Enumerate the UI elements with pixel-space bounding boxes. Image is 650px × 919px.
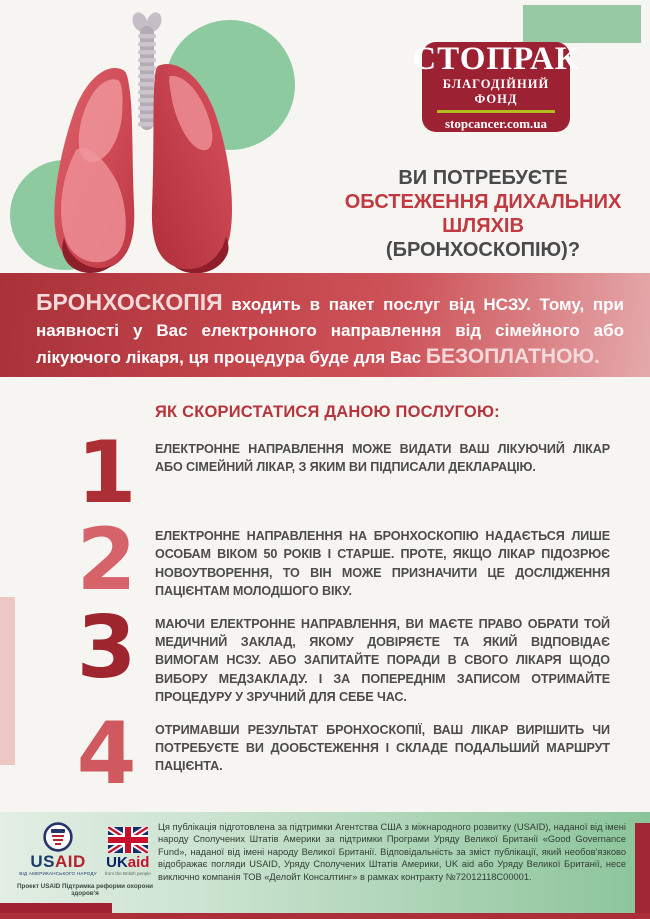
logo-subtitle: БЛАГОДІЙНИЙ ФОНД xyxy=(442,77,550,106)
footer xyxy=(0,812,650,919)
banner-highlight-end: БЕЗОПЛАТНОЮ. xyxy=(425,345,600,368)
logo-website: stopcancer.com.ua xyxy=(444,116,548,131)
usaid-word-aid: AID xyxy=(54,852,86,871)
page-title xyxy=(318,166,648,262)
step-number: 4 xyxy=(76,703,137,804)
usaid-project-line: Проект USAID Підтримка реформи охорони здоров'я xyxy=(16,883,154,897)
red-bar-right-decoration xyxy=(635,823,650,919)
steps-heading: ЯК СКОРИСТАТИСЯ ДАНОЮ ПОСЛУГОЮ: xyxy=(155,403,500,421)
logo-divider xyxy=(437,110,555,113)
list-item xyxy=(58,597,610,707)
lungs-illustration xyxy=(10,5,300,280)
ukaid-logo xyxy=(105,827,151,876)
list-item xyxy=(58,423,610,523)
info-banner xyxy=(0,273,650,377)
list-item xyxy=(58,703,610,804)
step-number: 1 xyxy=(76,423,137,523)
uk-flag-icon xyxy=(108,827,148,853)
list-item xyxy=(58,510,610,610)
pink-bar-decoration xyxy=(0,597,15,765)
banner-body-text: входить в пакет послуг від НСЗУ. Тому, при наявності у Вас електронного направлення від сімейного або лікуючого лікаря, ця процедура буде для Вас xyxy=(36,295,624,367)
step-text: МАЮЧИ ЕЛЕКТРОННЕ НАПРАВЛЕННЯ, ВИ МАЄТЕ ПРАВО ОБРАТИ ТОЙ МЕДИЧНИЙ ЗАКЛАД, ЯКОМУ ДОВІРЯЄТЕ ТА ЯКИЙ ВІДПОВІДАЄ ВИМОГАМ НСЗУ. АБО ЗАПИТАЙТЕ ПОРАДИ В СВОГО ЛІКАРЯ ЩОДО ВИБОРУ МЕДЗАКЛАДУ. І ЗА ПОПЕРЕДНІМ ЗАПИСОМ ОТРИМАЙТЕ ПРОЦЕДУРУ У ЗРУЧНИЙ ДЛЯ СЕБЕ ЧАС. xyxy=(155,616,610,705)
steps-list xyxy=(58,423,610,805)
lungs-icon xyxy=(20,10,250,280)
step-number: 3 xyxy=(76,597,137,698)
green-rectangle-decoration xyxy=(523,5,641,43)
banner-highlight-start: БРОНХОСКОПІЯ xyxy=(36,289,223,315)
step-text: ЕЛЕКТРОННЕ НАПРАВЛЕННЯ МОЖЕ ВИДАТИ ВАШ ЛІКУЮЧИЙ ЛІКАР АБО СІМЕЙНИЙ ЛІКАР, З ЯКИМ ВИ ПІДПИСАЛИ ДЕКЛАРАЦІЮ. xyxy=(155,442,610,475)
usaid-wordmark xyxy=(30,853,85,870)
title-line-3: (БРОНХОСКОПІЮ)? xyxy=(385,239,581,261)
usaid-logo xyxy=(19,822,97,876)
logo-fund-name: СТОПРАК xyxy=(412,41,580,77)
publication-disclaimer: Ця публікація підготовлена за підтримки Агентства США з міжнародного розвитку (USAID), наданої від імені народу Сполучених Штатів Америки за підтримки Програми Уряду Великої Британії «Good Governance Fund», наданої від імені народу Великої Британії. Відповідальність за зміст публікації, який необов'язково відображає погляди USAID, Уряду Сполучених Штатів Америки, UK aid або Уряду Великої Британії, несе виключно компанія ТОВ «Делойт Консалтинг» в рамках контракту №72012118C00001. xyxy=(158,822,627,882)
step-number: 2 xyxy=(76,510,137,610)
ukaid-word-aid: aid xyxy=(127,854,150,871)
usaid-emblem-icon xyxy=(43,822,73,852)
partner-logos xyxy=(12,822,158,897)
step-text: ЕЛЕКТРОННЕ НАПРАВЛЕННЯ НА БРОНХОСКОПІЮ НАДАЄТЬСЯ ЛИШЕ ОСОБАМ ВІКОМ 50 РОКІВ І СТАРШЕ. ПРОТЕ, ЯКЩО ЛІКАР ПІДОЗРЮЄ НОВОУТВОРЕННЯ, ТО ВІН МОЖЕ ПРИЗНАЧИТИ ЦЕ ДОСЛІДЖЕННЯ ПАЦІЄНТАМ МОЛОДШОГО ВІКУ. xyxy=(155,529,610,599)
ukaid-word-uk: UK xyxy=(106,854,128,871)
step-text: ОТРИМАВШИ РЕЗУЛЬТАТ БРОНХОСКОПІЇ, ВАШ ЛІКАР ВИРІШИТЬ ЧИ ПОТРЕБУЄТЕ ВИ ДООБСТЕЖЕННЯ І СКЛАДЕ ПОДАЛЬШИЙ МАРШРУТ ПАЦІЄНТА. xyxy=(155,722,610,774)
title-line-2: ОБСТЕЖЕННЯ ДИХАЛЬНИХ ШЛЯХІВ xyxy=(344,191,622,237)
title-line-1: ВИ ПОТРЕБУЄТЕ xyxy=(398,167,568,189)
stoprak-logo xyxy=(412,41,580,132)
red-strip-bottom-decoration xyxy=(0,913,650,919)
ukaid-caption: from the British people xyxy=(104,871,151,876)
usaid-caption: ВІД АМЕРИКАНСЬКОГО НАРОДУ xyxy=(19,871,97,876)
ukaid-wordmark xyxy=(106,855,149,870)
usaid-word-us: US xyxy=(30,852,55,871)
